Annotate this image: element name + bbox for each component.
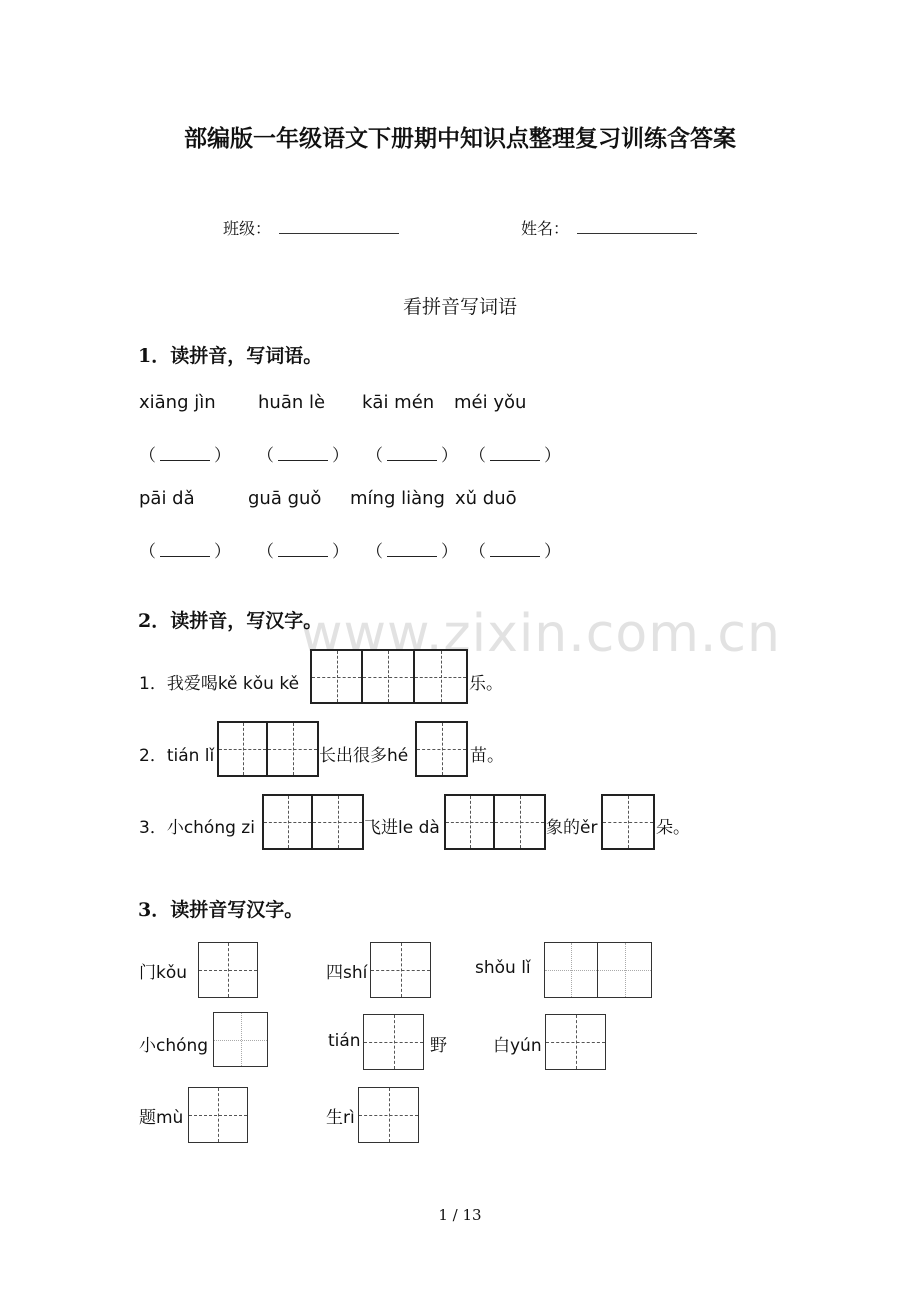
- q2-s2-text-c: 苗。: [470, 746, 504, 766]
- tianzi-cell[interactable]: [268, 721, 319, 777]
- q2-s3-text-a: 3．小chóng zi: [139, 818, 255, 838]
- paren-close: ）: [214, 542, 231, 562]
- q3-item-5-label: tián: [328, 1031, 361, 1051]
- page-title: 部编版一年级语文下册期中知识点整理复习训练含答案: [184, 125, 736, 152]
- paren-open: （: [366, 542, 383, 562]
- q3-item-4-label: 小chóng: [139, 1036, 209, 1056]
- q1-answer-3[interactable]: [366, 441, 458, 466]
- q3-item-3-label: shǒu lǐ: [475, 958, 531, 978]
- q2-s3-grid-2[interactable]: [444, 794, 546, 850]
- watermark: www.zixin.com.cn: [300, 604, 781, 664]
- tianzi-cell[interactable]: [415, 649, 468, 704]
- q3-item-5-suffix: 野: [430, 1036, 447, 1056]
- paren-close: ）: [441, 446, 458, 466]
- tianzi-cell[interactable]: [598, 942, 652, 998]
- paren-close: ）: [544, 446, 561, 466]
- q1-pinyin-3: kāi mén: [362, 392, 435, 413]
- q2-s3-text-c: 象的ěr: [546, 818, 598, 838]
- answer-blank[interactable]: [387, 542, 437, 557]
- paren-open: （: [139, 542, 156, 562]
- tianzi-cell[interactable]: [545, 1014, 606, 1070]
- tianzi-cell[interactable]: [188, 1087, 248, 1143]
- answer-blank[interactable]: [490, 542, 540, 557]
- q1-pinyin-6: guā guǒ: [248, 488, 322, 509]
- q1-answer-5[interactable]: [139, 537, 231, 562]
- q1-pinyin-5: pāi dǎ: [139, 488, 195, 509]
- class-field[interactable]: [279, 233, 399, 234]
- section-title: 看拼音写词语: [402, 296, 517, 318]
- q3-item-8-grid[interactable]: [358, 1087, 419, 1143]
- tianzi-cell[interactable]: [363, 649, 415, 704]
- tianzi-cell[interactable]: [544, 942, 598, 998]
- q1-pinyin-1: xiāng jìn: [139, 392, 216, 413]
- q2-s2-text-b: 长出很多hé: [319, 746, 409, 766]
- name-label: 姓名：: [521, 219, 570, 238]
- q3-item-6-grid[interactable]: [545, 1014, 606, 1070]
- q2-s1-grid[interactable]: [310, 649, 468, 704]
- q2-s3-text-b: 飞进le dà: [364, 818, 440, 838]
- q3-item-7-label: 题mù: [139, 1108, 184, 1128]
- class-label: 班级：: [223, 219, 272, 238]
- q1-answer-2[interactable]: [257, 441, 349, 466]
- paren-open: （: [469, 542, 486, 562]
- q3-heading: 3．读拼音写汉字。: [138, 899, 304, 921]
- paren-close: ）: [332, 542, 349, 562]
- tianzi-cell[interactable]: [313, 794, 364, 850]
- paren-close: ）: [544, 542, 561, 562]
- tianzi-cell[interactable]: [370, 942, 431, 998]
- q3-item-2-label: 四shí: [326, 963, 368, 983]
- paren-open: （: [257, 446, 274, 466]
- q3-item-3-grid[interactable]: [544, 942, 652, 998]
- tianzi-cell[interactable]: [363, 1014, 424, 1070]
- tianzi-cell[interactable]: [415, 721, 468, 777]
- q2-s2-grid-2[interactable]: [415, 721, 468, 777]
- q3-item-2-grid[interactable]: [370, 942, 431, 998]
- tianzi-cell[interactable]: [601, 794, 655, 850]
- paren-open: （: [469, 446, 486, 466]
- q2-s3-grid-1[interactable]: [262, 794, 364, 850]
- q1-pinyin-7: míng liàng: [350, 488, 445, 509]
- q2-s3-text-d: 朵。: [656, 818, 690, 838]
- q1-answer-4[interactable]: [469, 441, 561, 466]
- q2-s2-text-a: 2．tián lǐ: [139, 746, 215, 766]
- tianzi-cell[interactable]: [213, 1012, 268, 1067]
- q3-item-4-grid[interactable]: [213, 1012, 268, 1067]
- q1-answer-1[interactable]: [139, 441, 231, 466]
- q3-item-1-label: 门kǒu: [139, 963, 188, 983]
- q1-answer-6[interactable]: [257, 537, 349, 562]
- paren-close: ）: [441, 542, 458, 562]
- q1-answer-8[interactable]: [469, 537, 561, 562]
- q2-s2-grid-1[interactable]: [217, 721, 319, 777]
- answer-blank[interactable]: [160, 542, 210, 557]
- q2-heading: 2．读拼音，写汉字。: [138, 610, 323, 632]
- paren-open: （: [257, 542, 274, 562]
- q1-heading: 1．读拼音，写词语。: [138, 345, 323, 367]
- q1-pinyin-2: huān lè: [258, 392, 326, 413]
- tianzi-cell[interactable]: [262, 794, 313, 850]
- answer-blank[interactable]: [387, 446, 437, 461]
- tianzi-cell[interactable]: [495, 794, 546, 850]
- paren-open: （: [366, 446, 383, 466]
- answer-blank[interactable]: [278, 542, 328, 557]
- q2-s1-text-b: 乐。: [469, 674, 503, 694]
- paren-close: ）: [214, 446, 231, 466]
- tianzi-cell[interactable]: [310, 649, 363, 704]
- answer-blank[interactable]: [490, 446, 540, 461]
- q2-s3-grid-3[interactable]: [601, 794, 655, 850]
- q3-item-6-label: 白yún: [493, 1036, 542, 1056]
- name-field[interactable]: [577, 233, 697, 234]
- answer-blank[interactable]: [160, 446, 210, 461]
- tianzi-cell[interactable]: [444, 794, 495, 850]
- paren-close: ）: [332, 446, 349, 466]
- paren-open: （: [139, 446, 156, 466]
- q3-item-8-label: 生rì: [326, 1108, 355, 1128]
- q3-item-1-grid[interactable]: [198, 942, 258, 998]
- answer-blank[interactable]: [278, 446, 328, 461]
- q1-pinyin-4: méi yǒu: [454, 392, 527, 413]
- page-number: 1 / 13: [438, 1206, 482, 1224]
- q1-pinyin-8: xǔ duō: [455, 488, 517, 509]
- tianzi-cell[interactable]: [358, 1087, 419, 1143]
- tianzi-cell[interactable]: [217, 721, 268, 777]
- q3-item-7-grid[interactable]: [188, 1087, 248, 1143]
- q3-item-5-grid[interactable]: [363, 1014, 424, 1070]
- q2-s1-text-a: 1．我爱喝kě kǒu kě: [139, 674, 300, 694]
- q1-answer-7[interactable]: [366, 537, 458, 562]
- tianzi-cell[interactable]: [198, 942, 258, 998]
